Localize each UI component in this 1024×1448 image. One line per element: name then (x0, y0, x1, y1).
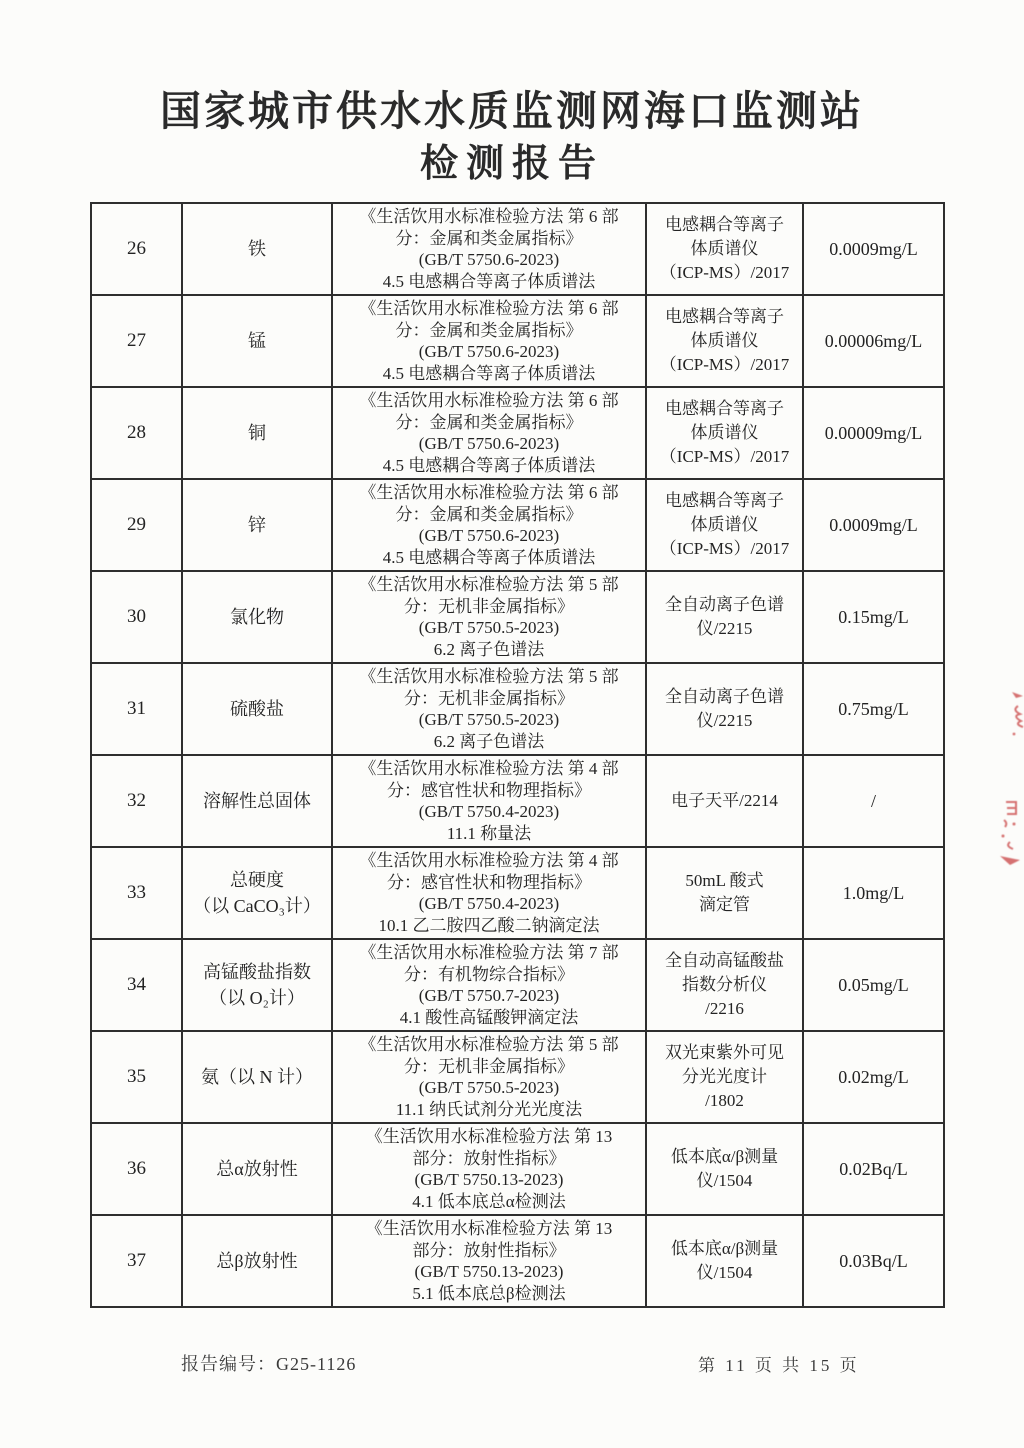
table-row (91, 295, 944, 387)
result-cell: 0.0009mg/L (803, 203, 944, 295)
parameter-cell: 氨（以 N 计） (182, 1031, 332, 1123)
row-number-cell: 28 (91, 387, 182, 479)
instrument-cell: 50mL 酸式 滴定管 (646, 847, 803, 939)
parameter-cell: 溶解性总固体 (182, 755, 332, 847)
parameter-cell: 高锰酸盐指数 （以 O₂计） (182, 939, 332, 1031)
report-title-line1: 国家城市供水水质监测网海口监测站 (160, 87, 864, 135)
table-row (91, 1215, 944, 1307)
red-seal-fragment (1004, 690, 1024, 746)
result-cell: 0.00009mg/L (803, 387, 944, 479)
instrument-cell: 双光束紫外可见 分光光度计 /1802 (646, 1031, 803, 1123)
parameter-cell: 铁 (182, 203, 332, 295)
instrument-cell: 电感耦合等离子 体质谱仪 （ICP-MS）/2017 (646, 203, 803, 295)
result-cell: 0.0009mg/L (803, 479, 944, 571)
method-cell: 《生活饮用水标准检验方法 第 6 部 分：金属和类金属指标》 (GB/T 5750.6-2023) 4.5 电感耦合等离子体质谱法 (332, 203, 646, 295)
row-number-cell: 29 (91, 479, 182, 571)
method-cell: 《生活饮用水标准检验方法 第 4 部 分：感官性状和物理指标》 (GB/T 5750.4-2023) 11.1 称量法 (332, 755, 646, 847)
instrument-cell: 全自动离子色谱 仪/2215 (646, 663, 803, 755)
instrument-cell: 电感耦合等离子 体质谱仪 （ICP-MS）/2017 (646, 295, 803, 387)
result-cell: 0.05mg/L (803, 939, 944, 1031)
method-cell: 《生活饮用水标准检验方法 第 13 部分：放射性指标》 (GB/T 5750.13-2023) 4.1 低本底总α检测法 (332, 1123, 646, 1215)
instrument-cell: 电感耦合等离子 体质谱仪 （ICP-MS）/2017 (646, 387, 803, 479)
instrument-cell: 全自动高锰酸盐 指数分析仪 /2216 (646, 939, 803, 1031)
row-number-cell: 30 (91, 571, 182, 663)
parameter-cell: 铜 (182, 387, 332, 479)
page-number-info: 第 11 页 共 15 页 (698, 1356, 860, 1375)
table-row (91, 755, 944, 847)
table-row (91, 479, 944, 571)
table-row (91, 387, 944, 479)
table-row (91, 571, 944, 663)
method-cell: 《生活饮用水标准检验方法 第 5 部 分：无机非金属指标》 (GB/T 5750.5-2023) 11.1 纳氏试剂分光光度法 (332, 1031, 646, 1123)
instrument-cell: 低本底α/β测量 仪/1504 (646, 1215, 803, 1307)
report-header (0, 86, 1024, 186)
red-seal-fragment (996, 798, 1024, 868)
result-cell: 0.02mg/L (803, 1031, 944, 1123)
method-cell: 《生活饮用水标准检验方法 第 6 部 分：金属和类金属指标》 (GB/T 5750.6-2023) 4.5 电感耦合等离子体质谱法 (332, 295, 646, 387)
row-number-cell: 32 (91, 755, 182, 847)
instrument-cell: 低本底α/β测量 仪/1504 (646, 1123, 803, 1215)
instrument-cell: 电子天平/2214 (646, 755, 803, 847)
method-cell: 《生活饮用水标准检验方法 第 4 部 分：感官性状和物理指标》 (GB/T 5750.4-2023) 10.1 乙二胺四乙酸二钠滴定法 (332, 847, 646, 939)
parameter-cell: 锰 (182, 295, 332, 387)
result-cell: 0.02Bq/L (803, 1123, 944, 1215)
table-row (91, 1123, 944, 1215)
row-number-cell: 27 (91, 295, 182, 387)
row-number-cell: 36 (91, 1123, 182, 1215)
method-cell: 《生活饮用水标准检验方法 第 6 部 分：金属和类金属指标》 (GB/T 5750.6-2023) 4.5 电感耦合等离子体质谱法 (332, 387, 646, 479)
parameter-cell: 总β放射性 (182, 1215, 332, 1307)
row-number-cell: 33 (91, 847, 182, 939)
parameter-cell: 总α放射性 (182, 1123, 332, 1215)
table-row (91, 663, 944, 755)
method-cell: 《生活饮用水标准检验方法 第 7 部 分：有机物综合指标》 (GB/T 5750.7-2023) 4.1 酸性高锰酸钾滴定法 (332, 939, 646, 1031)
method-cell: 《生活饮用水标准检验方法 第 13 部分：放射性指标》 (GB/T 5750.13-2023) 5.1 低本底总β检测法 (332, 1215, 646, 1307)
table-row (91, 847, 944, 939)
report-number: 报告编号：G25-1126 (181, 1354, 357, 1374)
row-number-cell: 35 (91, 1031, 182, 1123)
table-row (91, 1031, 944, 1123)
parameter-cell: 硫酸盐 (182, 663, 332, 755)
table-row (91, 939, 944, 1031)
result-cell: 0.75mg/L (803, 663, 944, 755)
result-cell: 1.0mg/L (803, 847, 944, 939)
parameter-cell: 总硬度 （以 CaCO₃计） (182, 847, 332, 939)
table-row (91, 203, 944, 295)
parameter-cell: 锌 (182, 479, 332, 571)
result-cell: 0.00006mg/L (803, 295, 944, 387)
row-number-cell: 37 (91, 1215, 182, 1307)
result-cell: 0.03Bq/L (803, 1215, 944, 1307)
method-cell: 《生活饮用水标准检验方法 第 6 部 分：金属和类金属指标》 (GB/T 5750.6-2023) 4.5 电感耦合等离子体质谱法 (332, 479, 646, 571)
test-results-table (90, 202, 945, 1308)
method-cell: 《生活饮用水标准检验方法 第 5 部 分：无机非金属指标》 (GB/T 5750.5-2023) 6.2 离子色谱法 (332, 663, 646, 755)
parameter-cell: 氯化物 (182, 571, 332, 663)
row-number-cell: 31 (91, 663, 182, 755)
row-number-cell: 34 (91, 939, 182, 1031)
method-cell: 《生活饮用水标准检验方法 第 5 部 分：无机非金属指标》 (GB/T 5750.5-2023) 6.2 离子色谱法 (332, 571, 646, 663)
instrument-cell: 全自动离子色谱 仪/2215 (646, 571, 803, 663)
instrument-cell: 电感耦合等离子 体质谱仪 （ICP-MS）/2017 (646, 479, 803, 571)
result-cell: 0.15mg/L (803, 571, 944, 663)
report-title-line2: 检测报告 (419, 141, 604, 185)
row-number-cell: 26 (91, 203, 182, 295)
result-cell: / (803, 755, 944, 847)
